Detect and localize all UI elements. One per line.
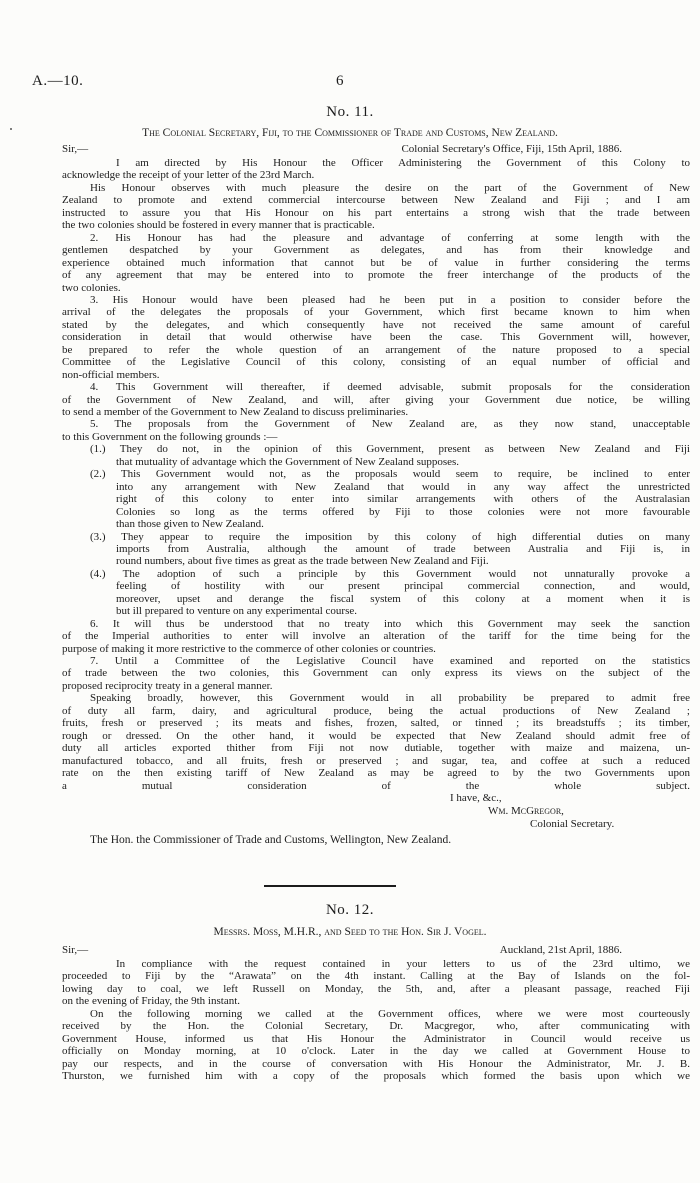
letter-11-body-line: that mutuality of advantage which the Government of New Zealand supposes. bbox=[116, 455, 460, 468]
letter-11-body-line: experience obtained much information that cannot but be of value in further considering the terms bbox=[62, 256, 690, 269]
letter-11-body-line: consideration in detail that would otherwise have been the case. This Government will, however, bbox=[62, 331, 690, 344]
letter-12-body-line: Government House, informed us that His Honour the Administrator in Council would receive us bbox=[62, 1032, 690, 1045]
letter-11-body-line: of trade between the two colonies, this Government can only express its views on the subject of the bbox=[62, 667, 690, 680]
letter-11-body-line: 2. His Honour has had the pleasure and advantage of conferring at some length with the bbox=[90, 231, 690, 244]
letter-12-body-line: lowing day to coal, we left Russell on Monday, the 5th, and, after a pleasant passage, reached Fiji bbox=[62, 982, 690, 995]
letter-11-addressee: The Hon. the Commissioner of Trade and Customs, Wellington, New Zealand. bbox=[90, 834, 452, 846]
page-number: 6 bbox=[336, 73, 344, 89]
letter-11-body-line: into any arrangement with New Zealand that would in any way affect the unrestricted bbox=[116, 480, 690, 493]
letter-12-heading: Messrs. Moss, M.H.R., and Seed to the Hon. Sir J. Vogel. bbox=[213, 926, 487, 938]
letter-11-body-line: of duty all farm, dairy, and agricultural produce, being the actual productions of New Zealand ; bbox=[62, 704, 690, 717]
letter-11-salutation: Sir,— bbox=[62, 143, 89, 155]
letter-11-body-line: arrival of the delegates the proposals of your Government, which first became known to him when bbox=[62, 306, 690, 319]
letter-11-body-line: Committee of the Legislative Council of this colony, consisting of an equal number of official and bbox=[62, 356, 690, 369]
document-reference: A.—10. bbox=[32, 73, 84, 89]
letter-11-body-line: purpose of making it more restrictive to the commerce of other colonies or countries. bbox=[62, 642, 436, 655]
letter-11-body-line: to send a member of the Government to New Zealand to discuss preliminaries. bbox=[62, 406, 409, 418]
letter-12-body-line: officially on Monday morning, at 10 o'clock. Later in the day we called at Government House to bbox=[62, 1045, 690, 1058]
letter-12-salutation: Sir,— bbox=[62, 944, 89, 956]
letter-11-body-line: (3.) They appear to require the imposition by this colony of high differential duties on many bbox=[90, 530, 690, 543]
letter-11-body-line: 6. It will thus be understood that no treaty into which this Government may seek the sanction bbox=[90, 617, 690, 630]
letter-11-body-line: the two colonies should be fostered in every manner that is practicable. bbox=[62, 219, 375, 232]
letter-11-body-line: (4.) The adoption of such a principle by this Government would not unnaturally provoke a bbox=[90, 567, 690, 580]
letter-12-body-line: On the following morning we called at the Government offices, where we were most courteously bbox=[90, 1007, 690, 1020]
letter-11-body-line: Speaking broadly, however, this Government would in all probability be prepared to admit free bbox=[90, 692, 690, 705]
letter-11-body-line: rough or dressed. On the other hand, it would be expected that New Zealand should admit free of bbox=[62, 729, 690, 742]
letter-11-body-line: Colonies so long as the terms offered by Fiji to those colonies were not more favourable bbox=[116, 505, 690, 518]
letter-11-body-line: round numbers, about five times as great as the trade between New Zealand and Fiji. bbox=[116, 555, 489, 568]
letter-11-body-line: 7. Until a Committee of the Legislative Council have examined and reported on the statistics bbox=[90, 655, 690, 667]
letter-11-body-line: of the Imperial authorities to enter will involve an alteration of the tariff for the time being for the bbox=[62, 630, 690, 643]
letter-12-body-line: In compliance with the request contained in your letters to us of the 23rd ultimo, we bbox=[116, 958, 690, 970]
letter-11-body-line: a mutual consideration of the whole subject. bbox=[62, 779, 690, 792]
letter-11-body-line: imports from Australia, although the amount of trade between Australia and Fiji is, in bbox=[116, 542, 690, 555]
letter-11-body-line: feeling of hostility with our present principal commercial connection, and would, bbox=[116, 580, 690, 593]
letter-11-body-line: gentlemen despatched by your Government as delegates, and has from their knowledge and bbox=[62, 244, 690, 257]
letter-11-body-line: instructed to assure you that His Honour on his part entertains a strong wish that the trade between bbox=[62, 206, 690, 219]
letter-11-body-line: (1.) They do not, in the opinion of this Government, present as between New Zealand and Fiji bbox=[90, 443, 690, 456]
letter-11-body-line: to this Government on the following grounds :— bbox=[62, 430, 278, 443]
letter-11-body-line: 5. The proposals from the Government of New Zealand are, as they now stand, unacceptable bbox=[90, 418, 690, 431]
letter-12-body-line: Thurston, we furnished him with a copy of the proposals which formed the basis upon which we bbox=[62, 1070, 690, 1083]
letter-11-body-line: I am directed by His Honour the Officer Administering the Government of this Colony to bbox=[116, 157, 690, 169]
letter-11-body-line: stated by the delegates, and which consequently have not received the same amount of careful bbox=[62, 318, 690, 331]
letter-12-number: No. 12. bbox=[325, 902, 375, 918]
letter-12-body-line: on the evening of Friday, the 9th instant. bbox=[62, 995, 241, 1008]
letter-11-signer-title: Colonial Secretary. bbox=[530, 818, 615, 830]
letter-11-body-line: Zealand to promote and extend commercial intercourse between New Zealand and Fiji ; and I am bbox=[62, 194, 690, 207]
letter-11-body-line: manufactured tobacco, and all fruits, fresh or preserved ; and sugar, tea, and coffee at such a reduced bbox=[62, 754, 690, 767]
letter-11-dateline: Colonial Secretary's Office, Fiji, 15th April, 1886. bbox=[401, 143, 622, 155]
letter-11-body-line: (2.) This Government would not, as the proposals would seem to require, be inclined to enter bbox=[90, 468, 690, 481]
letter-11-body-line: fruits, fresh or preserved ; its meats and fishes, frozen, salted, or tinned ; its breadstuffs ; its timber, bbox=[62, 717, 690, 730]
letter-11-signer: Wm. McGregor, bbox=[488, 805, 564, 817]
letter-11-closing: I have, &c., bbox=[450, 792, 502, 804]
letter-11-heading: The Colonial Secretary, Fiji, to the Commissioner of Trade and Customs, New Zealand. bbox=[142, 127, 558, 139]
letter-11-body-line: proposed reciprocity treaty in a general manner. bbox=[62, 679, 273, 692]
letter-11-body-line: His Honour observes with much pleasure the desire on the part of the Government of New bbox=[90, 181, 690, 194]
letter-12-body-line: proceeded to Fiji by the “Arawata” on the 4th instant. Calling at the Bay of Islands on the fol- bbox=[62, 970, 690, 983]
letter-12-dateline: Auckland, 21st April, 1886. bbox=[499, 944, 622, 956]
letter-12-body-line: received by the Hon. the Colonial Secretary, Dr. Macgregor, who, after communicating with bbox=[62, 1020, 690, 1033]
letter-11-body-line: 4. This Government will thereafter, if deemed advisable, submit proposals for the consideration bbox=[90, 381, 690, 394]
letter-11-body-line: moreover, upset and derange the fiscal system of this colony at a moment when it is bbox=[116, 592, 690, 605]
letter-11-body-line: non-official members. bbox=[62, 368, 160, 381]
letter-11-body-line: right of this colony to enter into similar arrangements with others of the Australasian bbox=[116, 493, 690, 506]
letter-11-body-line: of any agreement that may be entered into to promote the freer interchange of the products of the bbox=[62, 269, 690, 282]
letter-11-body-line: than those given to New Zealand. bbox=[116, 518, 264, 531]
section-divider bbox=[264, 885, 396, 887]
letter-11-body-line: two colonies. bbox=[62, 281, 121, 294]
letter-11-body-line: of the Government of New Zealand, and will, after giving your Government due notice, be willing bbox=[62, 393, 690, 406]
letter-11-body-line: 3. His Honour would have been pleased had he been put in a position to consider before the bbox=[90, 293, 690, 306]
letter-11-body-line: acknowledge the receipt of your letter of the 23rd March. bbox=[62, 169, 315, 182]
letter-11-number: No. 11. bbox=[326, 104, 374, 120]
letter-11-body-line: duty all articles exported thither from Fiji not now dutiable, together with maize and maizena, un- bbox=[62, 742, 690, 755]
letter-11-body-line: be prepared to refer the whole question of an arrangement of the nature proposed to a special bbox=[62, 343, 690, 356]
letter-12-body-line: pay our respects, and in the course of conversation with His Honour the Administrator, Mr. J. B. bbox=[62, 1057, 690, 1070]
letter-11-body-line: rate on the then existing tariff of New Zealand as may be agreed to by the two Governments upon bbox=[62, 767, 690, 780]
letter-11-body-line: but ill prepared to venture on any experimental course. bbox=[116, 605, 357, 618]
